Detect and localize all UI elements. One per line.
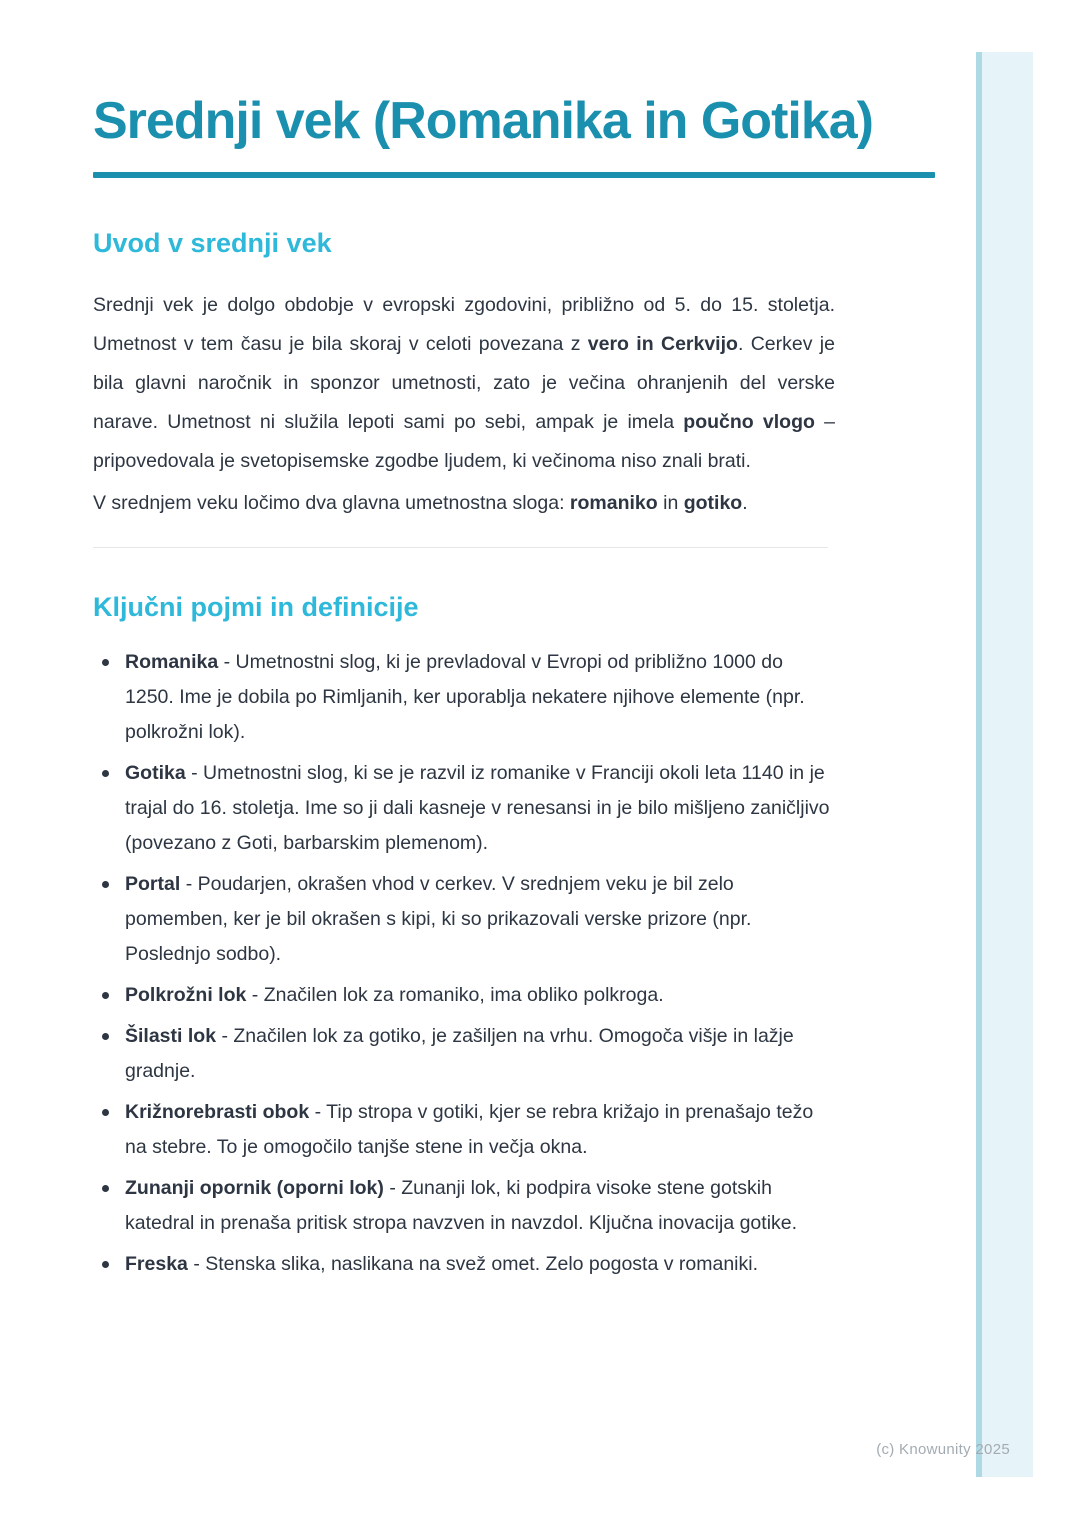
text-segment: in <box>657 492 684 514</box>
title-underline <box>93 172 935 178</box>
term-definition: - Stenska slika, naslikana na svež omet. Zelo pogosta v romaniki. <box>193 1253 758 1275</box>
copyright-watermark: (c) Knowunity 2025 <box>876 1441 1010 1458</box>
term-item <box>93 645 835 750</box>
bullet-icon <box>102 1185 109 1192</box>
terms-list <box>93 645 835 1282</box>
text-segment: . Cerkev je bila glavni naročnik in sponzor umetnosti, zato je večina ohranjenih del verske narave. Umetnost ni služila lepoti sami po sebi, ampak je imela <box>93 333 835 433</box>
text-segment: vero in Cerkvijo <box>587 333 738 355</box>
term-definition: - Umetnostni slog, ki je prevladoval v Evropi od približno 1000 do 1250. Ime je dobila po Rimljanih, ker uporablja nekatere njihove elemente (npr. polkrožni lok). <box>125 651 805 743</box>
term-item <box>93 867 835 972</box>
bullet-icon <box>102 1033 109 1040</box>
term-definition: - Zunanji lok, ki podpira visoke stene gotskih katedral in prenaša pritisk stropa navzven in navzdol. Ključna inovacija gotike. <box>125 1177 798 1234</box>
term-label: Polkrožni lok <box>125 984 247 1006</box>
term-definition: - Umetnostni slog, ki se je razvil iz romanike v Franciji okoli leta 1140 in je trajal do 16. stoletja. Ime so ji dali kasneje v renesansi in je bilo mišljeno zaničljivo (povezano z Goti, barbarskim plemenom). <box>125 762 830 854</box>
bullet-icon <box>102 659 109 666</box>
bullet-icon <box>102 1261 109 1268</box>
text-segment: romaniko <box>569 492 658 514</box>
intro-paragraph-2 <box>93 484 835 523</box>
term-label: Romanika <box>125 651 219 673</box>
term-definition: - Tip stropa v gotiki, kjer se rebra križajo in prenašajo težo na stebre. To je omogočilo tanjše stene in večja okna. <box>125 1101 814 1158</box>
bullet-icon <box>102 770 109 777</box>
bullet-icon <box>102 992 109 999</box>
document-content <box>93 0 935 1288</box>
term-item <box>93 1095 835 1165</box>
text-segment: poučno vlogo <box>683 411 815 433</box>
term-label: Šilasti lok <box>125 1025 217 1047</box>
side-accent-strip <box>976 52 1033 1477</box>
term-item <box>93 1247 835 1282</box>
text-segment: . <box>742 492 748 514</box>
text-segment: V srednjem veku ločimo dva glavna umetnostna sloga: <box>93 492 570 514</box>
bullet-icon <box>102 1109 109 1116</box>
term-label: Zunanji opornik (oporni lok) <box>125 1177 384 1199</box>
text-segment: gotiko <box>683 492 743 514</box>
term-label: Gotika <box>125 762 186 784</box>
term-item <box>93 756 835 861</box>
term-item <box>93 1019 835 1089</box>
bullet-icon <box>102 881 109 888</box>
section-heading-intro: Uvod v srednji vek <box>93 228 332 258</box>
section-divider <box>93 547 828 548</box>
term-definition: - Značilen lok za gotiko, je zašiljen na vrhu. Omogoča višje in lažje gradnje. <box>125 1025 794 1082</box>
term-definition: - Poudarjen, okrašen vhod v cerkev. V srednjem veku je bil zelo pomemben, ker je bil okrašen s kipi, ki so prikazovali verske prizore (npr. Poslednjo sodbo). <box>125 873 752 965</box>
term-label: Portal <box>125 873 181 895</box>
term-item <box>93 1171 835 1241</box>
term-definition: - Značilen lok za romaniko, ima obliko polkroga. <box>251 984 664 1006</box>
term-item <box>93 978 835 1013</box>
term-label: Freska <box>125 1253 188 1275</box>
section-heading-terms: Ključni pojmi in definicije <box>93 592 419 622</box>
text-segment: Srednji vek je dolgo obdobje v evropski zgodovini, približno od 5. do 15. stoletja. Umetnost v tem času je bila skoraj v celoti povezana z <box>93 294 835 355</box>
term-label: Križnorebrasti obok <box>125 1101 310 1123</box>
page-title: Srednji vek (Romanika in Gotika) <box>93 92 873 150</box>
intro-paragraph-1 <box>93 286 835 481</box>
text-segment: – pripovedovala je svetopisemske zgodbe ljudem, ki večinoma niso znali brati. <box>93 411 835 472</box>
